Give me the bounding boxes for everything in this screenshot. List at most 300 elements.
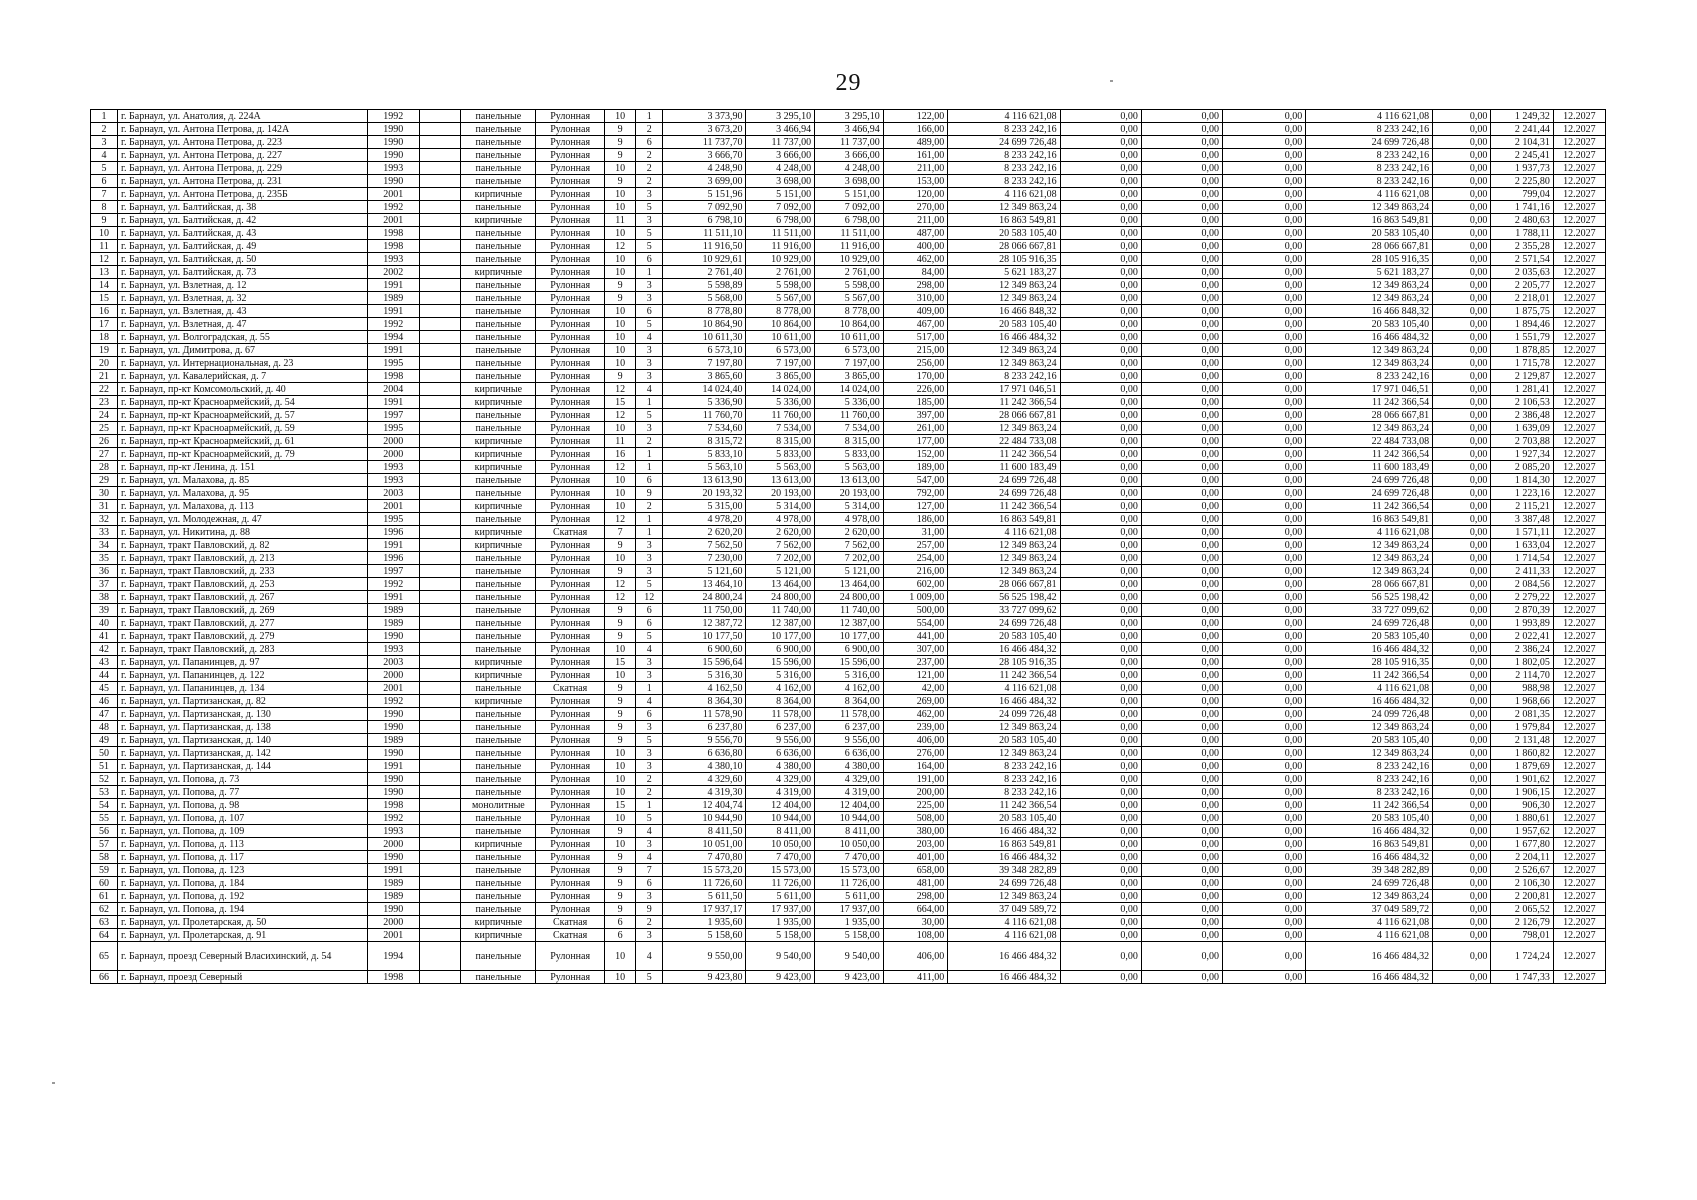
zero-amount: 0,00	[1060, 188, 1141, 201]
zero-amount: 0,00	[1060, 838, 1141, 851]
empty-cell	[419, 500, 461, 513]
zero-amount: 0,00	[1141, 539, 1222, 552]
address: г. Барнаул, ул. Кавалерийская, д. 7	[118, 370, 368, 383]
zero-amount: 0,00	[1222, 383, 1305, 396]
empty-cell	[419, 123, 461, 136]
row-number: 44	[91, 669, 118, 682]
zero-amount: 0,00	[1060, 916, 1141, 929]
roof-type: Рулонная	[536, 422, 605, 435]
total-area: 8 778,80	[663, 305, 746, 318]
unit-cost: 1 741,16	[1491, 201, 1553, 214]
row-number: 7	[91, 188, 118, 201]
residents-count: 298,00	[883, 890, 948, 903]
wall-material: панельные	[461, 279, 536, 292]
fund-amount: 20 583 105,40	[1306, 812, 1433, 825]
table-row	[91, 971, 1606, 984]
deadline: 12.2027	[1553, 435, 1605, 448]
wall-material: панельные	[461, 864, 536, 877]
total-area: 7 534,60	[663, 422, 746, 435]
zero-amount: 0,00	[1433, 266, 1491, 279]
zero-amount: 0,00	[1141, 370, 1222, 383]
unit-cost: 798,01	[1491, 929, 1553, 942]
roof-type: Рулонная	[536, 305, 605, 318]
wall-material: панельные	[461, 422, 536, 435]
wall-material: панельные	[461, 734, 536, 747]
fund-amount: 37 049 589,72	[1306, 903, 1433, 916]
zero-amount: 0,00	[1060, 409, 1141, 422]
table-row	[91, 175, 1606, 188]
wall-material: панельные	[461, 825, 536, 838]
zero-amount: 0,00	[1060, 214, 1141, 227]
zero-amount: 0,00	[1060, 786, 1141, 799]
deadline: 12.2027	[1553, 149, 1605, 162]
table-row	[91, 708, 1606, 721]
floors: 10	[604, 812, 635, 825]
table-row	[91, 136, 1606, 149]
zero-amount: 0,00	[1141, 383, 1222, 396]
address: г. Барнаул, ул. Взлетная, д. 12	[118, 279, 368, 292]
zero-amount: 0,00	[1060, 383, 1141, 396]
total-area: 3 699,00	[663, 175, 746, 188]
roof-type: Рулонная	[536, 643, 605, 656]
wall-material: панельные	[461, 201, 536, 214]
living-area: 4 319,00	[746, 786, 815, 799]
living-area: 7 202,00	[746, 552, 815, 565]
deadline: 12.2027	[1553, 526, 1605, 539]
living-area: 4 380,00	[746, 760, 815, 773]
unit-cost: 2 081,35	[1491, 708, 1553, 721]
entrances: 5	[636, 201, 663, 214]
entrances: 9	[636, 487, 663, 500]
unit-cost: 1 927,34	[1491, 448, 1553, 461]
living-area: 24 800,00	[746, 591, 815, 604]
unit-cost: 2 241,44	[1491, 123, 1553, 136]
fund-amount: 12 349 863,24	[1306, 747, 1433, 760]
zero-amount: 0,00	[1433, 786, 1491, 799]
living-area: 5 336,00	[746, 396, 815, 409]
zero-amount: 0,00	[1141, 942, 1222, 971]
zero-amount: 0,00	[1433, 630, 1491, 643]
total-cost: 37 049 589,72	[948, 903, 1060, 916]
fund-amount: 28 105 916,35	[1306, 656, 1433, 669]
total-area: 10 177,50	[663, 630, 746, 643]
residential-area: 10 929,00	[815, 253, 884, 266]
residents-count: 186,00	[883, 513, 948, 526]
total-cost: 8 233 242,16	[948, 760, 1060, 773]
residential-area: 15 573,00	[815, 864, 884, 877]
zero-amount: 0,00	[1060, 971, 1141, 984]
zero-amount: 0,00	[1141, 188, 1222, 201]
residential-area: 7 534,00	[815, 422, 884, 435]
address: г. Барнаул, ул. Попова, д. 113	[118, 838, 368, 851]
zero-amount: 0,00	[1141, 682, 1222, 695]
total-cost: 8 233 242,16	[948, 370, 1060, 383]
total-cost: 11 242 366,54	[948, 500, 1060, 513]
row-number: 65	[91, 942, 118, 971]
table-row	[91, 266, 1606, 279]
floors: 10	[604, 838, 635, 851]
roof-type: Рулонная	[536, 617, 605, 630]
unit-cost: 2 386,48	[1491, 409, 1553, 422]
wall-material: панельные	[461, 812, 536, 825]
deadline: 12.2027	[1553, 747, 1605, 760]
unit-cost: 1 677,80	[1491, 838, 1553, 851]
floors: 15	[604, 799, 635, 812]
zero-amount: 0,00	[1141, 357, 1222, 370]
zero-amount: 0,00	[1222, 539, 1305, 552]
row-number: 10	[91, 227, 118, 240]
roof-type: Рулонная	[536, 539, 605, 552]
address: г. Барнаул, ул. Попова, д. 109	[118, 825, 368, 838]
zero-amount: 0,00	[1222, 149, 1305, 162]
wall-material: монолитные	[461, 799, 536, 812]
residential-area: 7 562,00	[815, 539, 884, 552]
fund-amount: 16 863 549,81	[1306, 838, 1433, 851]
floors: 9	[604, 136, 635, 149]
empty-cell	[419, 539, 461, 552]
row-number: 42	[91, 643, 118, 656]
entrances: 3	[636, 669, 663, 682]
residents-count: 462,00	[883, 253, 948, 266]
unit-cost: 1 281,41	[1491, 383, 1553, 396]
empty-cell	[419, 695, 461, 708]
residential-area: 8 411,00	[815, 825, 884, 838]
residents-count: 120,00	[883, 188, 948, 201]
floors: 9	[604, 123, 635, 136]
zero-amount: 0,00	[1060, 825, 1141, 838]
zero-amount: 0,00	[1060, 279, 1141, 292]
zero-amount: 0,00	[1141, 708, 1222, 721]
total-cost: 20 583 105,40	[948, 227, 1060, 240]
zero-amount: 0,00	[1222, 487, 1305, 500]
fund-amount: 12 349 863,24	[1306, 721, 1433, 734]
row-number: 12	[91, 253, 118, 266]
zero-amount: 0,00	[1433, 331, 1491, 344]
zero-amount: 0,00	[1433, 435, 1491, 448]
zero-amount: 0,00	[1060, 617, 1141, 630]
row-number: 33	[91, 526, 118, 539]
total-area: 4 319,30	[663, 786, 746, 799]
unit-cost: 2 205,77	[1491, 279, 1553, 292]
total-area: 5 598,89	[663, 279, 746, 292]
empty-cell	[419, 136, 461, 149]
roof-type: Рулонная	[536, 188, 605, 201]
table-row	[91, 188, 1606, 201]
empty-cell	[419, 318, 461, 331]
residents-count: 122,00	[883, 110, 948, 123]
floors: 9	[604, 617, 635, 630]
zero-amount: 0,00	[1141, 812, 1222, 825]
zero-amount: 0,00	[1060, 500, 1141, 513]
total-area: 5 315,00	[663, 500, 746, 513]
floors: 10	[604, 942, 635, 971]
zero-amount: 0,00	[1433, 305, 1491, 318]
zero-amount: 0,00	[1141, 526, 1222, 539]
unit-cost: 1 802,05	[1491, 656, 1553, 669]
total-area: 2 761,40	[663, 266, 746, 279]
floors: 9	[604, 175, 635, 188]
roof-type: Рулонная	[536, 435, 605, 448]
zero-amount: 0,00	[1060, 643, 1141, 656]
build-year: 1998	[367, 370, 419, 383]
empty-cell	[419, 578, 461, 591]
total-cost: 20 583 105,40	[948, 812, 1060, 825]
build-year: 1990	[367, 786, 419, 799]
roof-type: Рулонная	[536, 799, 605, 812]
fund-amount: 12 349 863,24	[1306, 201, 1433, 214]
row-number: 21	[91, 370, 118, 383]
roof-type: Рулонная	[536, 578, 605, 591]
entrances: 4	[636, 383, 663, 396]
wall-material: панельные	[461, 747, 536, 760]
fund-amount: 24 699 726,48	[1306, 136, 1433, 149]
unit-cost: 2 411,33	[1491, 565, 1553, 578]
living-area: 1 935,00	[746, 916, 815, 929]
entrances: 2	[636, 175, 663, 188]
zero-amount: 0,00	[1222, 123, 1305, 136]
build-year: 1990	[367, 747, 419, 760]
total-area: 11 916,50	[663, 240, 746, 253]
build-year: 2002	[367, 266, 419, 279]
unit-cost: 1 249,32	[1491, 110, 1553, 123]
zero-amount: 0,00	[1060, 669, 1141, 682]
deadline: 12.2027	[1553, 513, 1605, 526]
empty-cell	[419, 812, 461, 825]
address: г. Барнаул, ул. Антона Петрова, д. 231	[118, 175, 368, 188]
unit-cost: 2 114,70	[1491, 669, 1553, 682]
row-number: 50	[91, 747, 118, 760]
unit-cost: 2 355,28	[1491, 240, 1553, 253]
floors: 9	[604, 539, 635, 552]
build-year: 1995	[367, 513, 419, 526]
deadline: 12.2027	[1553, 214, 1605, 227]
roof-type: Рулонная	[536, 409, 605, 422]
zero-amount: 0,00	[1222, 747, 1305, 760]
residents-count: 409,00	[883, 305, 948, 318]
living-area: 5 316,00	[746, 669, 815, 682]
zero-amount: 0,00	[1222, 422, 1305, 435]
residential-area: 1 935,00	[815, 916, 884, 929]
deadline: 12.2027	[1553, 799, 1605, 812]
roof-type: Рулонная	[536, 500, 605, 513]
roof-type: Рулонная	[536, 448, 605, 461]
empty-cell	[419, 877, 461, 890]
zero-amount: 0,00	[1222, 916, 1305, 929]
zero-amount: 0,00	[1222, 721, 1305, 734]
row-number: 11	[91, 240, 118, 253]
floors: 9	[604, 877, 635, 890]
residential-area: 8 315,00	[815, 435, 884, 448]
zero-amount: 0,00	[1433, 734, 1491, 747]
zero-amount: 0,00	[1433, 487, 1491, 500]
empty-cell	[419, 292, 461, 305]
wall-material: панельные	[461, 110, 536, 123]
total-area: 12 387,72	[663, 617, 746, 630]
residents-count: 153,00	[883, 175, 948, 188]
build-year: 1990	[367, 123, 419, 136]
zero-amount: 0,00	[1433, 617, 1491, 630]
fund-amount: 17 971 046,51	[1306, 383, 1433, 396]
residential-area: 8 778,00	[815, 305, 884, 318]
total-cost: 28 105 916,35	[948, 656, 1060, 669]
table-row	[91, 591, 1606, 604]
residential-area: 4 329,00	[815, 773, 884, 786]
floors: 10	[604, 747, 635, 760]
build-year: 1992	[367, 812, 419, 825]
living-area: 11 511,00	[746, 227, 815, 240]
zero-amount: 0,00	[1060, 136, 1141, 149]
address: г. Барнаул, ул. Попова, д. 184	[118, 877, 368, 890]
living-area: 9 540,00	[746, 942, 815, 971]
unit-cost: 2 126,79	[1491, 916, 1553, 929]
fund-amount: 16 863 549,81	[1306, 513, 1433, 526]
unit-cost: 1 860,82	[1491, 747, 1553, 760]
row-number: 1	[91, 110, 118, 123]
entrances: 6	[636, 877, 663, 890]
table-body	[91, 110, 1606, 984]
unit-cost: 2 225,80	[1491, 175, 1553, 188]
zero-amount: 0,00	[1222, 162, 1305, 175]
residential-area: 12 404,00	[815, 799, 884, 812]
total-cost: 4 116 621,08	[948, 110, 1060, 123]
zero-amount: 0,00	[1222, 409, 1305, 422]
zero-amount: 0,00	[1141, 734, 1222, 747]
build-year: 1996	[367, 552, 419, 565]
row-number: 32	[91, 513, 118, 526]
deadline: 12.2027	[1553, 331, 1605, 344]
residential-area: 7 202,00	[815, 552, 884, 565]
table-row	[91, 383, 1606, 396]
zero-amount: 0,00	[1433, 760, 1491, 773]
total-cost: 33 727 099,62	[948, 604, 1060, 617]
residential-area: 3 698,00	[815, 175, 884, 188]
wall-material: панельные	[461, 305, 536, 318]
build-year: 2003	[367, 656, 419, 669]
fund-amount: 11 600 183,49	[1306, 461, 1433, 474]
zero-amount: 0,00	[1433, 422, 1491, 435]
zero-amount: 0,00	[1060, 877, 1141, 890]
living-area: 11 737,00	[746, 136, 815, 149]
residential-area: 11 916,00	[815, 240, 884, 253]
floors: 10	[604, 500, 635, 513]
floors: 15	[604, 656, 635, 669]
address: г. Барнаул, пр-кт Красноармейский, д. 61	[118, 435, 368, 448]
zero-amount: 0,00	[1222, 864, 1305, 877]
zero-amount: 0,00	[1141, 448, 1222, 461]
wall-material: панельные	[461, 370, 536, 383]
wall-material: панельные	[461, 565, 536, 578]
residents-count: 401,00	[883, 851, 948, 864]
address: г. Барнаул, ул. Пролетарская, д. 91	[118, 929, 368, 942]
empty-cell	[419, 526, 461, 539]
zero-amount: 0,00	[1060, 461, 1141, 474]
fund-amount: 20 583 105,40	[1306, 227, 1433, 240]
total-cost: 24 699 726,48	[948, 877, 1060, 890]
build-year: 1993	[367, 474, 419, 487]
wall-material: кирпичные	[461, 188, 536, 201]
address: г. Барнаул, ул. Антона Петрова, д. 142А	[118, 123, 368, 136]
row-number: 22	[91, 383, 118, 396]
zero-amount: 0,00	[1060, 162, 1141, 175]
total-area: 6 573,10	[663, 344, 746, 357]
zero-amount: 0,00	[1222, 253, 1305, 266]
deadline: 12.2027	[1553, 461, 1605, 474]
zero-amount: 0,00	[1433, 565, 1491, 578]
table-row	[91, 682, 1606, 695]
fund-amount: 33 727 099,62	[1306, 604, 1433, 617]
residential-area: 7 197,00	[815, 357, 884, 370]
build-year: 2004	[367, 383, 419, 396]
zero-amount: 0,00	[1222, 734, 1305, 747]
roof-type: Рулонная	[536, 942, 605, 971]
empty-cell	[419, 552, 461, 565]
empty-cell	[419, 760, 461, 773]
total-area: 8 315,72	[663, 435, 746, 448]
fund-amount: 11 242 366,54	[1306, 500, 1433, 513]
fund-amount: 8 233 242,16	[1306, 149, 1433, 162]
fund-amount: 11 242 366,54	[1306, 448, 1433, 461]
wall-material: кирпичные	[461, 461, 536, 474]
table-row	[91, 552, 1606, 565]
unit-cost: 1 551,79	[1491, 331, 1553, 344]
zero-amount: 0,00	[1141, 799, 1222, 812]
address: г. Барнаул, тракт Павловский, д. 253	[118, 578, 368, 591]
roof-type: Рулонная	[536, 344, 605, 357]
total-cost: 12 349 863,24	[948, 552, 1060, 565]
residents-count: 30,00	[883, 916, 948, 929]
living-area: 5 567,00	[746, 292, 815, 305]
row-number: 29	[91, 474, 118, 487]
living-area: 20 193,00	[746, 487, 815, 500]
fund-amount: 16 466 848,32	[1306, 305, 1433, 318]
address: г. Барнаул, пр-кт Комсомольский, д. 40	[118, 383, 368, 396]
living-area: 11 726,00	[746, 877, 815, 890]
table-row	[91, 318, 1606, 331]
roof-type: Скатная	[536, 682, 605, 695]
fund-amount: 12 349 863,24	[1306, 539, 1433, 552]
entrances: 3	[636, 422, 663, 435]
fund-amount: 12 349 863,24	[1306, 422, 1433, 435]
zero-amount: 0,00	[1060, 773, 1141, 786]
build-year: 1993	[367, 162, 419, 175]
residential-area: 8 364,00	[815, 695, 884, 708]
table-row	[91, 656, 1606, 669]
fund-amount: 28 066 667,81	[1306, 240, 1433, 253]
zero-amount: 0,00	[1141, 331, 1222, 344]
wall-material: кирпичные	[461, 838, 536, 851]
build-year: 1989	[367, 877, 419, 890]
residential-area: 3 865,00	[815, 370, 884, 383]
entrances: 1	[636, 396, 663, 409]
wall-material: панельные	[461, 682, 536, 695]
total-cost: 28 066 667,81	[948, 240, 1060, 253]
row-number: 37	[91, 578, 118, 591]
unit-cost: 2 870,39	[1491, 604, 1553, 617]
deadline: 12.2027	[1553, 409, 1605, 422]
floors: 10	[604, 357, 635, 370]
zero-amount: 0,00	[1141, 760, 1222, 773]
wall-material: панельные	[461, 487, 536, 500]
address: г. Барнаул, ул. Папанинцев, д. 134	[118, 682, 368, 695]
living-area: 10 177,00	[746, 630, 815, 643]
build-year: 1994	[367, 331, 419, 344]
floors: 10	[604, 162, 635, 175]
roof-type: Рулонная	[536, 318, 605, 331]
total-cost: 11 242 366,54	[948, 669, 1060, 682]
zero-amount: 0,00	[1141, 136, 1222, 149]
total-cost: 12 349 863,24	[948, 890, 1060, 903]
deadline: 12.2027	[1553, 201, 1605, 214]
